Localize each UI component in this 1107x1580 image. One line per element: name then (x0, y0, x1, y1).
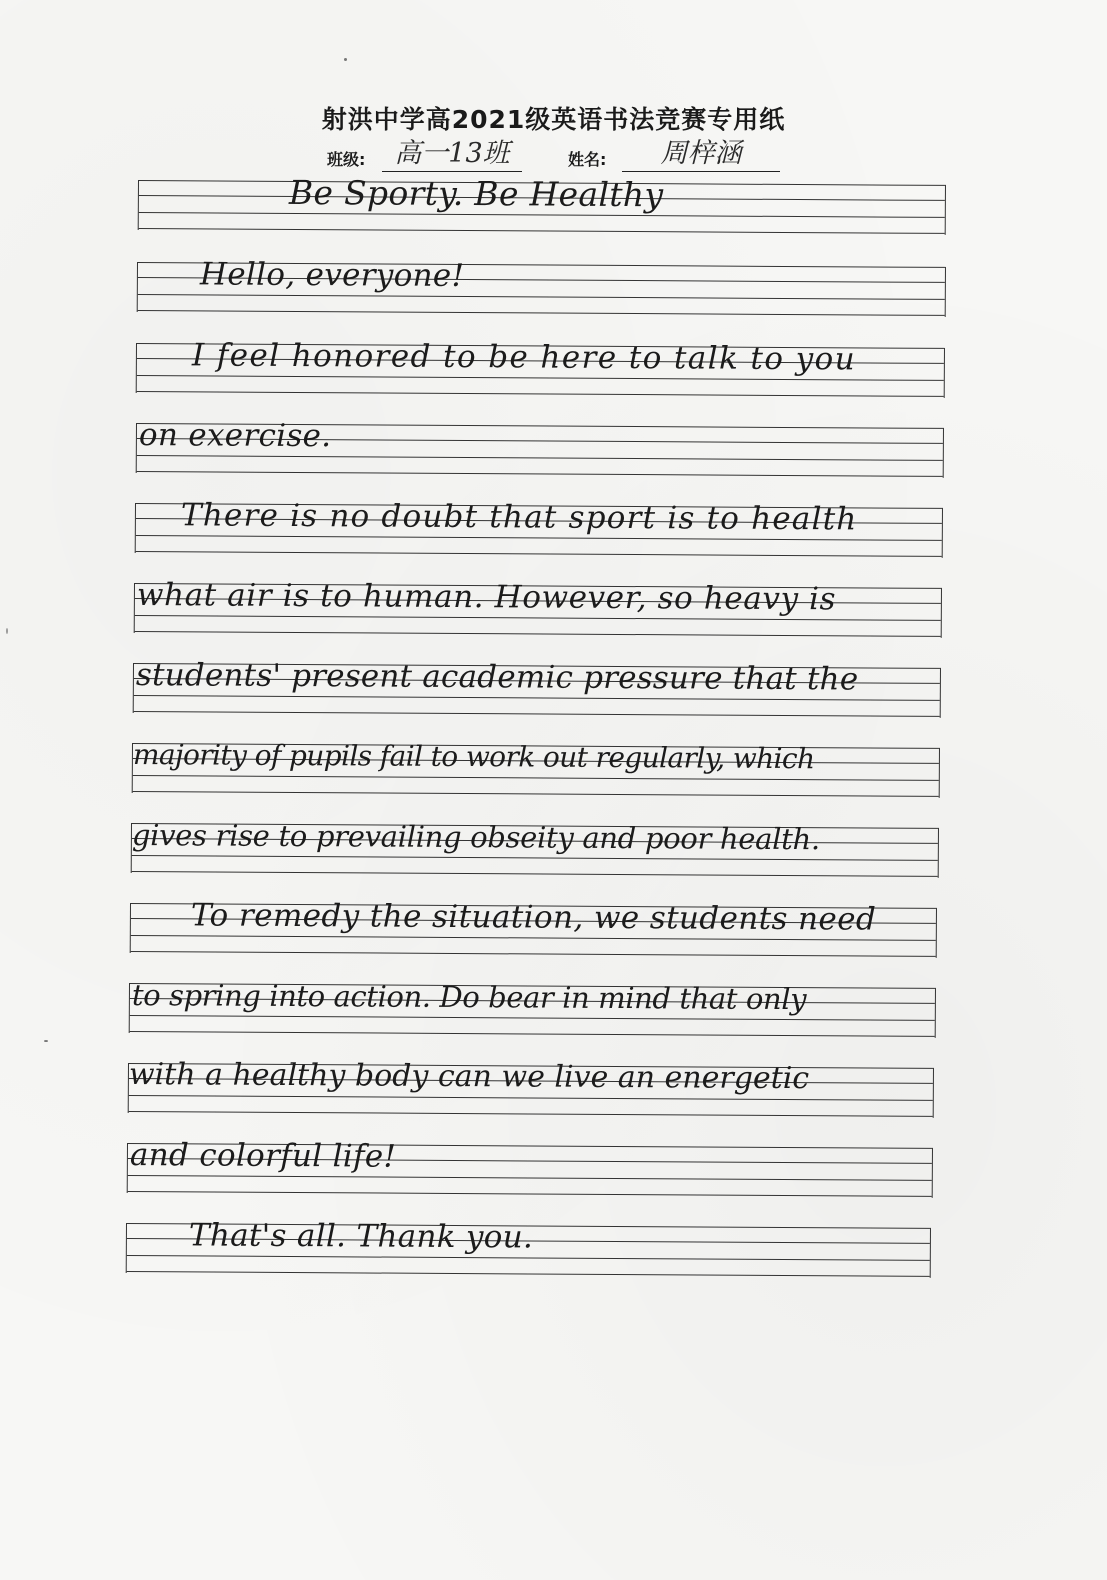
sheet-title: 射洪中学高2021级英语书法竞赛专用纸 (321, 105, 786, 134)
writing-line (135, 497, 943, 558)
line-text: what air is to human. However, so heavy is (136, 577, 837, 618)
line-text: and colorful life! (129, 1137, 397, 1175)
name-label: 姓名: (568, 150, 607, 169)
line-text: That's all. Thank you. (188, 1217, 534, 1256)
paper-speck (44, 1040, 48, 1042)
writing-line (131, 818, 939, 878)
writing-line (136, 417, 944, 478)
writing-line (130, 897, 937, 958)
class-label: 班级: (327, 150, 366, 169)
writing-line (138, 172, 946, 235)
paper-speck (344, 58, 347, 61)
paper-speck (6, 628, 8, 634)
line-text: To remedy the situation, we students need (190, 897, 877, 938)
line-text: gives rise to prevailing obseity and poor health. (131, 818, 820, 857)
writing-line (132, 738, 940, 798)
writing-line (128, 1057, 934, 1118)
writing-line (133, 657, 941, 718)
line-text: students' present academic pressure that the (135, 657, 859, 698)
writing-line (126, 1217, 931, 1278)
writing-line (129, 978, 936, 1038)
line-text: majority of pupils fail to work out regularly, which (132, 738, 815, 776)
line-text: to spring into action. Do bear in mind that only (131, 978, 807, 1017)
line-text: I feel honored to be here to talk to you (191, 337, 857, 378)
line-text: with a healthy body can we live an energetic (128, 1057, 810, 1097)
class-value: 高一13班 (382, 137, 522, 172)
writing-line (137, 256, 946, 317)
line-text: There is no doubt that sport is to health (180, 497, 858, 538)
writing-line (134, 577, 942, 638)
writing-line (127, 1137, 933, 1198)
line-text: Be Sporty. Be Healthy (288, 172, 664, 215)
name-value: 周梓涵 (622, 137, 780, 172)
line-text: Hello, everyone! (199, 256, 465, 294)
line-text: on exercise. (138, 417, 332, 455)
writing-line (136, 337, 945, 398)
